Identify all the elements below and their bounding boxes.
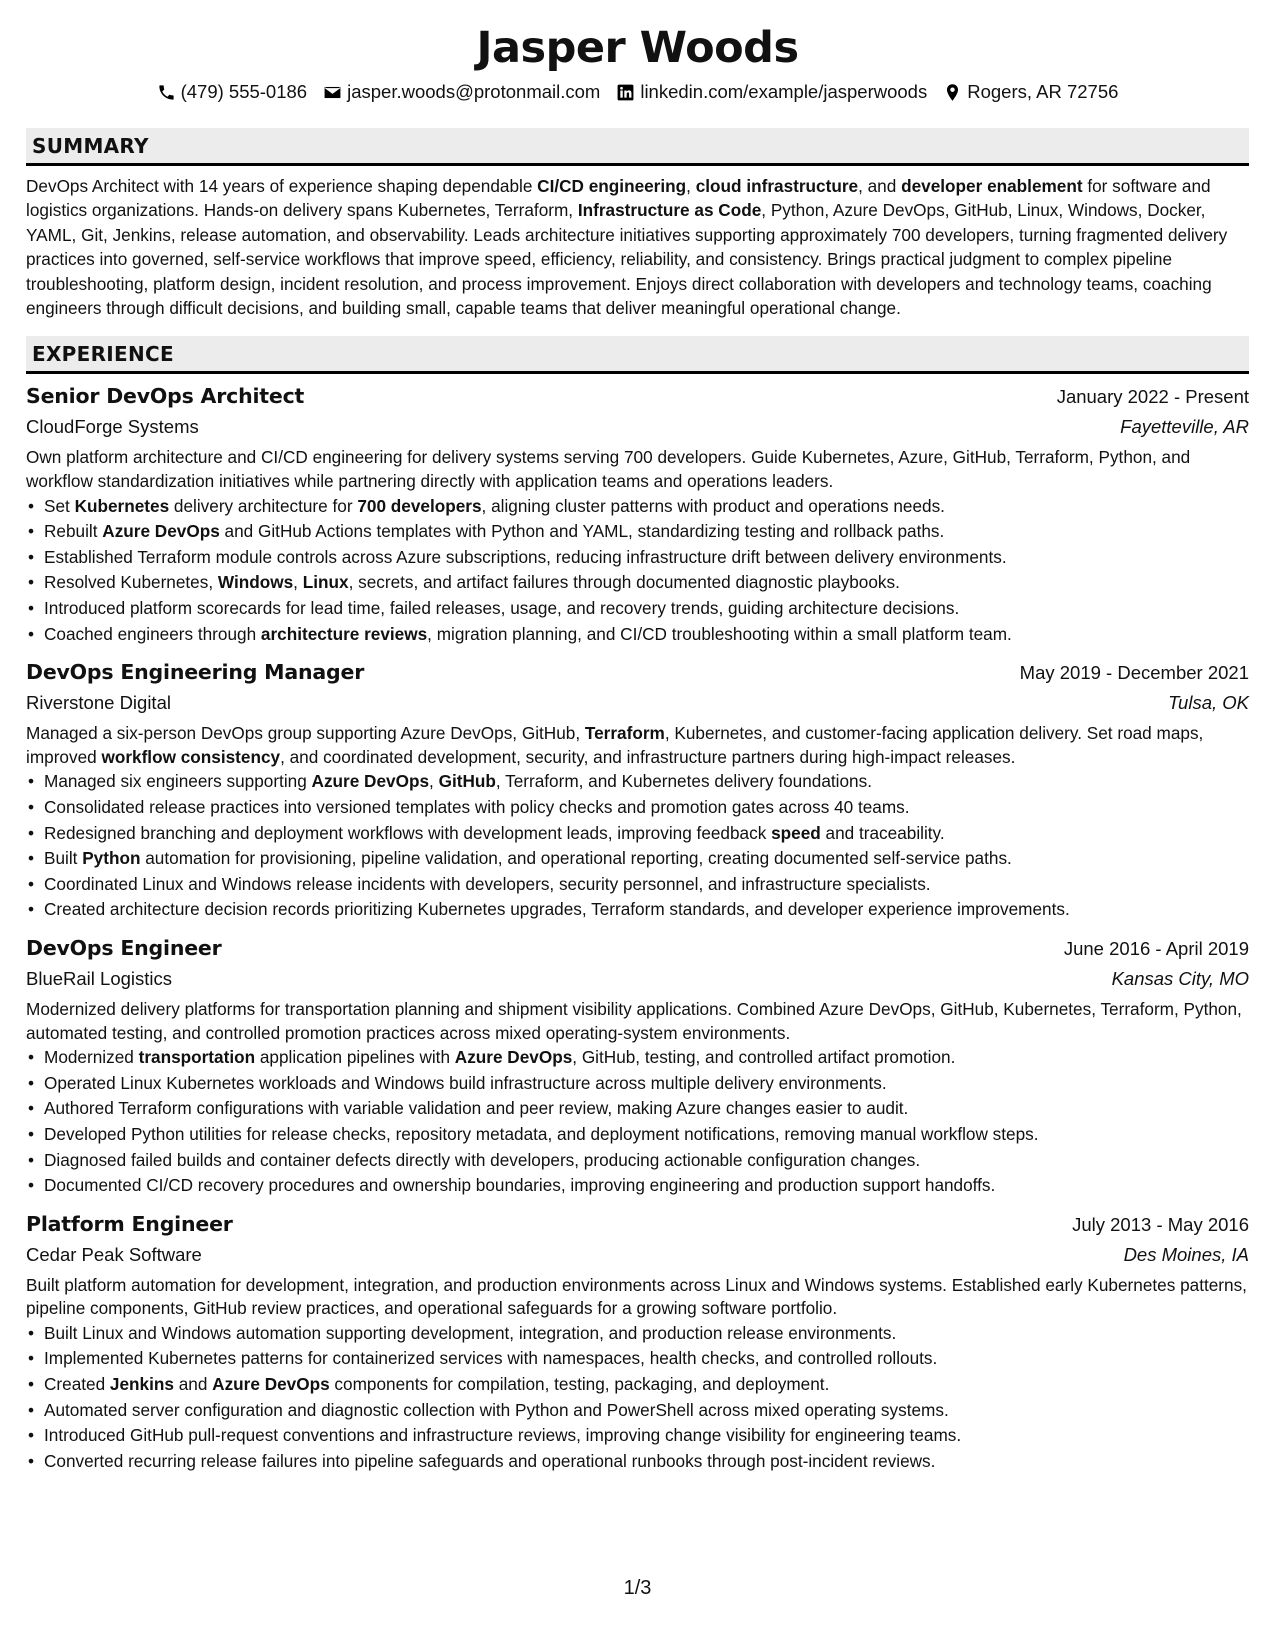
job-company: CloudForge Systems [26,416,199,438]
bold-keyword: architecture reviews [260,623,428,644]
text-run: Redesigned branching and deployment workflows with development leads, improving feedback [44,822,772,843]
job-entry [26,933,1249,1199]
contact-bar [26,78,1249,106]
text-run: Modernized delivery platforms for transportation planning and shipment visibility applications. Combined Azure DevOps, GitHub, Kubernetes, Terraform, Python, automated testing, and controlled promotion practices across mixed operating-system environments. [26,998,1242,1043]
bold-keyword: Terraform [584,723,665,744]
job-company: BlueRail Logistics [26,967,173,989]
job-description [26,998,1249,1045]
bullet-item [26,795,1249,821]
text-run: Modernized [44,1047,139,1068]
text-run: and traceability. [820,822,945,843]
text-run: Developed Python utilities for release checks, repository metadata, and deployment notifications, removing manual workflow steps. [44,1123,1039,1144]
text-run: Built [44,848,83,869]
job-title: Senior DevOps Architect [26,384,305,409]
job-description [26,1274,1249,1321]
bullet-item [26,1372,1249,1398]
candidate-name: Jasper Woods [476,23,799,73]
text-run: Managed a six-person DevOps group supporting Azure DevOps, GitHub, [26,723,585,744]
text-run: , [686,176,696,196]
contact-location [943,81,1118,103]
text-run: Resolved Kubernetes, [44,572,218,593]
bullet-item [26,1173,1249,1199]
map-pin-icon [943,83,962,102]
text-run: Implemented Kubernetes patterns for containerized services with namespaces, health checks, and controlled rollouts. [44,1348,938,1369]
text-run: , [429,771,439,792]
bullet-item [26,1096,1249,1122]
text-run: Diagnosed failed builds and container defects directly with developers, producing actionable configuration changes. [44,1149,921,1170]
text-run: Established Terraform module controls across Azure subscriptions, reducing infrastructure drift between delivery environments. [44,546,1007,567]
text-run: Documented CI/CD recovery procedures and ownership boundaries, improving engineering and production support handoffs. [44,1175,996,1196]
bullet-item [26,545,1249,571]
text-run: and GitHub Actions templates with Python and YAML, standardizing testing and rollback paths. [219,521,945,542]
experience-list [26,381,1249,1474]
text-run: components for compilation, testing, packaging, and deployment. [329,1374,830,1395]
bold-keyword: Kubernetes [74,495,170,516]
bullet-item [26,1423,1249,1449]
text-run: Coached engineers through [44,623,261,644]
text-run: , and [858,176,902,196]
text-run: , aligning cluster patterns with product and operations needs. [481,495,945,516]
job-bullets [26,769,1249,923]
text-run: Introduced platform scorecards for lead time, failed releases, usage, and recovery trends, guiding architecture decisions. [44,598,960,618]
contact-phone [157,81,308,103]
resume-page [26,20,1249,1474]
text-run: Built platform automation for development, integration, and production environments across Linux and Windows systems. Established early Kubernetes patterns, pipeline components, GitHub review practices, and operational safeguards for a growing software portfolio. [26,1274,1247,1319]
job-dates: January 2022 - Present [1056,386,1249,408]
summary-text [26,174,1249,320]
job-entry [26,1209,1249,1475]
text-run: Consolidated release practices into versioned templates with policy checks and promotion gates across 40 teams. [44,796,910,817]
job-description [26,446,1249,493]
page-number: 1/3 [623,1577,652,1599]
bold-keyword: cloud infrastructure [695,176,859,196]
phone-icon [157,83,176,102]
text-run: , GitHub, testing, and controlled artifact promotion. [572,1047,956,1068]
contact-linkedin[interactable] [616,81,927,103]
job-bullets [26,1045,1249,1199]
job-entry [26,381,1249,647]
job-dates: June 2016 - April 2019 [1063,937,1249,959]
text-run: DevOps Architect with 14 years of experience shaping dependable [26,176,538,196]
job-location: Kansas City, MO [1111,967,1249,989]
text-run: , and coordinated development, security, and infrastructure partners during high-impact releases. [280,746,1016,767]
job-location: Des Moines, IA [1123,1243,1249,1265]
text-run: Built Linux and Windows automation supporting development, integration, and production release environments. [44,1322,897,1343]
bold-keyword: Azure DevOps [311,771,430,792]
experience-heading-text: EXPERIENCE [32,341,174,366]
text-run: application pipelines with [255,1047,455,1068]
job-company: Riverstone Digital [26,692,171,714]
location-text: Rogers, AR 72756 [967,81,1119,102]
text-run: , [293,572,303,593]
bold-keyword: Azure DevOps [102,521,220,542]
bold-keyword: CI/CD engineering [537,176,687,196]
envelope-icon [323,83,342,102]
bullet-item [26,872,1249,898]
bold-keyword: Jenkins [109,1374,174,1395]
bold-keyword: speed [771,822,821,843]
text-run: Set [44,495,75,516]
bullet-item [26,1148,1249,1174]
bold-keyword: Python [82,848,141,869]
bold-keyword: developer enablement [901,176,1083,196]
text-run: delivery architecture for [169,495,358,516]
job-entry [26,657,1249,923]
text-run: for software and logistics organizations. Hands-on delivery spans Kubernetes, Terraform, [26,176,1211,221]
text-run: Automated server configuration and diagnostic collection with Python and PowerShell across mixed operating systems. [44,1399,949,1420]
bold-keyword: Azure DevOps [212,1374,330,1395]
contact-email[interactable] [323,81,600,103]
text-run: , migration planning, and CI/CD troubleshooting within a small platform team. [427,623,1012,644]
bullet-item [26,570,1249,596]
text-run: Managed six engineers supporting [44,771,312,792]
bullet-item [26,1321,1249,1347]
bullet-item [26,897,1249,923]
job-dates: July 2013 - May 2016 [1072,1213,1249,1235]
experience-heading [26,336,1249,374]
linkedin-link[interactable]: linkedin.com/example/jasperwoods [640,81,928,102]
bullet-item [26,1071,1249,1097]
text-run: Rebuilt [44,521,103,542]
job-description [26,722,1249,769]
bullet-item [26,1346,1249,1372]
job-title: DevOps Engineer [26,935,222,960]
bold-keyword: 700 developers [357,495,482,516]
bullet-item [26,519,1249,545]
text-run: Coordinated Linux and Windows release incidents with developers, security personnel, and infrastructure specialists. [44,873,931,894]
text-run: Operated Linux Kubernetes workloads and Windows build infrastructure across multiple delivery environments. [44,1072,887,1093]
linkedin-icon [616,83,635,102]
bold-keyword: Linux [302,572,349,593]
text-run: Converted recurring release failures into pipeline safeguards and operational runbooks through post-incident reviews. [44,1450,936,1471]
text-run: and [173,1374,213,1395]
bold-keyword: workflow consistency [101,746,281,767]
text-run: Introduced GitHub pull-request conventions and infrastructure reviews, improving change visibility for engineering teams. [44,1425,962,1446]
bold-keyword: transportation [138,1047,256,1068]
text-run: , Python, Azure DevOps, GitHub, Linux, Windows, Docker, YAML, Git, Jenkins, release automation, and observability. Leads architecture initiatives supporting approximately 700 developers, turning fragmented delivery practices into governed, self-service workflows that improve speed, efficiency, reliability, and consistency. Brings practical judgment to complex pipeline troubleshooting, platform design, incident resolution, and process improvement. Enjoys direct collaboration with developers and technology teams, coaching engineers through difficult decisions, and building small, capable teams that deliver meaningful operational change. [26,200,1228,319]
job-title: DevOps Engineering Manager [26,660,365,685]
bullet-item [26,1045,1249,1071]
bullet-item [26,1449,1249,1475]
bullet-item [26,1398,1249,1424]
bullet-item [26,622,1249,648]
email-link[interactable]: jasper.woods@protonmail.com [347,81,601,102]
phone-text: (479) 555-0186 [180,81,308,102]
text-run: Authored Terraform configurations with variable validation and peer review, making Azure changes easier to audit. [44,1098,909,1119]
summary-heading [26,128,1249,166]
bullet-item [26,769,1249,795]
bold-keyword: GitHub [438,771,496,792]
text-run: Created architecture decision records prioritizing Kubernetes upgrades, Terraform standards, and developer experience improvements. [44,899,1070,920]
bold-keyword: Azure DevOps [454,1047,573,1068]
job-location: Tulsa, OK [1168,692,1249,714]
job-title: Platform Engineer [26,1211,233,1236]
bullet-item [26,821,1249,847]
job-bullets [26,494,1249,648]
job-bullets [26,1321,1249,1475]
bold-keyword: Windows [217,572,294,593]
text-run: Own platform architecture and CI/CD engineering for delivery systems serving 700 developers. Guide Kubernetes, Azure, GitHub, Terraform, Python, and workflow standardization initiatives while partnering directly with application teams and operations leaders. [26,447,1191,492]
job-company: Cedar Peak Software [26,1243,202,1265]
job-location: Fayetteville, AR [1120,416,1249,438]
bullet-item [26,596,1249,622]
text-run: automation for provisioning, pipeline validation, and operational reporting, creating documented self-service paths. [140,848,1012,869]
text-run: , Kubernetes, and customer-facing application delivery. Set road maps, improved [26,723,1204,767]
bullet-item [26,1122,1249,1148]
job-dates: May 2019 - December 2021 [1019,662,1249,684]
text-run: Created [44,1374,110,1395]
text-run: , Terraform, and Kubernetes delivery foundations. [495,771,872,792]
bullet-item [26,846,1249,872]
bullet-item [26,494,1249,520]
summary-heading-text: SUMMARY [32,133,149,158]
text-run: , secrets, and artifact failures through documented diagnostic playbooks. [348,572,900,593]
bold-keyword: Infrastructure as Code [577,200,762,221]
